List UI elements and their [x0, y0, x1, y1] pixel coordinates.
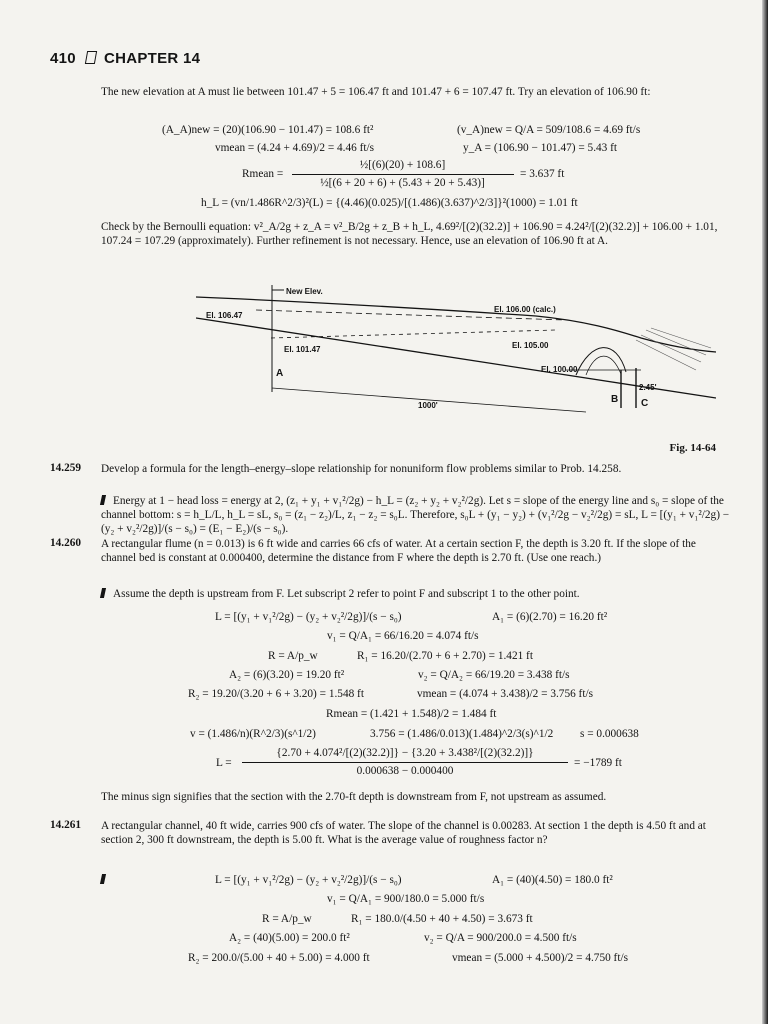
eq-261-length: L = [(y₁ + v₁²/2g) − (y₂ + v₂²/2g)]/(s − s₀) [215, 874, 402, 886]
lfrac-numerator: {2.70 + 4.074²/[(2)(32.2)]} − {3.20 + 3.438²/[(2)(32.2)]} [276, 747, 534, 759]
problem-number-14260: 14.260 [50, 537, 82, 549]
problem-14261-answer-marker [101, 873, 113, 887]
problem-14259-answer [101, 494, 731, 536]
problem-number-14259: 14.259 [50, 462, 82, 474]
problem-14260-conclusion: The minus sign signifies that the section with the 2.70-ft depth is downstream from F, not upstream as assumed. [101, 791, 607, 803]
eq-260-vmean: vmean = (4.074 + 3.438)/2 = 3.756 ft/s [417, 688, 593, 700]
box-icon [85, 51, 97, 64]
problem-number-14261: 14.261 [50, 819, 82, 831]
drop-curve-inner [586, 356, 621, 375]
eq-head-loss: h_L = (vn/1.486R^2/3)²(L) = {(4.46)(0.025)/[(1.486)(3.637)^2/3]}²(1000) = 1.01 ft [201, 197, 578, 209]
eq-261-v1: v₁ = Q/A₁ = 900/180.0 = 5.000 ft/s [327, 893, 485, 905]
hatch-lines [636, 328, 711, 370]
eq-260-length: L = [(y₁ + v₁²/2g) − (y₂ + v₂²/2g)]/(s − s₀) [215, 611, 402, 623]
answer-text: Energy at 1 − head loss = energy at 2, (z₁ + y₁ + v₁²/2g) − h_L = (z₂ + y₂ + v₂²/2g). Let s = slope of the energy line and s₀ = slope of the channel bottom: s = h_L/L, h_L = sL, s₀ = (z₁ − z₂)/L, z₁ − z₂ = s₀L. Therefore, s₀L + (y₁ − y₂) + (v₁²/2g − v₂²/2g) = sL, L = [(y₁ + v₁²/2g) − (y₂ + v₂²/2g)]/(s − s₀) = (E₁ − E₂)/(s − s₀). [101, 495, 730, 535]
eq-260-v2: v₂ = Q/A₂ = 66/19.20 = 3.438 ft/s [418, 669, 570, 681]
rmean-result: = 3.637 ft [520, 168, 565, 180]
eq-261-v2: v₂ = Q/A = 900/200.0 = 4.500 ft/s [424, 932, 577, 944]
lfrac-result: = −1789 ft [574, 757, 622, 769]
page-header [50, 50, 200, 67]
label-point-a: A [276, 368, 284, 379]
label-el-10600: El. 106.00 (calc.) [494, 305, 556, 314]
lfrac-lhs: L = [216, 757, 232, 769]
eq-260-r2: R₂ = 19.20/(3.20 + 6 + 3.20) = 1.548 ft [188, 688, 364, 700]
eq-260-a1: A₁ = (6)(2.70) = 16.20 ft² [492, 611, 608, 623]
eq-260-r-def: R = A/p_w [268, 650, 318, 662]
figure-caption: Fig. 14-64 [669, 442, 716, 454]
eq-260-manning-sub: 3.756 = (1.486/0.013)(1.484)^2/3(s)^1/2 [370, 728, 554, 740]
eq-depth-a: y_A = (106.90 − 101.47) = 5.43 ft [463, 142, 618, 154]
eq-260-v1: v₁ = Q/A₁ = 66/16.20 = 4.074 ft/s [327, 630, 479, 642]
page-number: 410 [50, 50, 76, 67]
rmean-lhs: Rmean = [242, 168, 284, 180]
label-point-c: C [641, 398, 649, 409]
eq-vmean: vmean = (4.24 + 4.69)/2 = 4.46 ft/s [215, 142, 375, 154]
dashed-elev-line-2 [271, 330, 556, 338]
lfrac-fraction-bar [242, 762, 568, 763]
problem-14260-answer-intro [101, 587, 580, 601]
problem-14261-question: A rectangular channel, 40 ft wide, carries 900 cfs of water. The slope of the channel is 0.00283. At section 1 the depth is 4.50 ft and at section 2, 300 ft downstream, the depth is 5.00 ft. What is the average value of roughness factor n? [101, 820, 706, 846]
eq-260-rmean: Rmean = (1.421 + 1.548)/2 = 1.484 ft [326, 708, 497, 720]
eq-261-a2: A₂ = (40)(5.00) = 200.0 ft² [229, 932, 350, 944]
eq-260-a2: A₂ = (6)(3.20) = 19.20 ft² [229, 669, 345, 681]
label-length: 1000' [418, 401, 438, 410]
label-new-elev: New Elev. [286, 287, 323, 296]
problem-14259-question: Develop a formula for the length–energy–slope relationship for nonuniform flow problems similar to Prob. 14.258. [101, 463, 622, 475]
intro-paragraph: The new elevation at A must lie between 101.47 + 5 = 106.47 ft and 101.47 + 6 = 107.47 ft. Try an elevation of 106.90 ft: [101, 86, 651, 98]
channel-profile-figure [196, 280, 716, 430]
label-el-10647: El. 106.47 [206, 311, 243, 320]
drop-curve [576, 348, 626, 375]
eq-260-slope: s = 0.000638 [580, 728, 639, 740]
rmean-fraction-bar [292, 174, 514, 175]
answer-text: Assume the depth is upstream from F. Let subscript 2 refer to point F and subscript 1 to the other point. [113, 588, 580, 600]
bernoulli-check-paragraph: Check by the Bernoulli equation: v²_A/2g + z_A = v²_B/2g + z_B + h_L, 4.69²/[(2)(32.2)] + 106.90 = 4.24²/[(2)(32.2)] + 106.00 + 1.01, 107.24 = 107.29 (approximately). Further refinement is not necessary. Hence, use an elevation of 106.90 ft at A. [101, 221, 718, 247]
problem-14260-question: A rectangular flume (n = 0.013) is 6 ft wide and carries 66 cfs of water. At a certain section F, the depth is 3.20 ft. If the slope of the channel bed is constant at 0.000400, determine the distance from F where the depth is 2.70 ft. (Use one reach.) [101, 538, 696, 564]
eq-261-r-def: R = A/p_w [262, 913, 312, 925]
label-el-10500: El. 105.00 [512, 341, 549, 350]
chapter-title: CHAPTER 14 [103, 50, 201, 67]
lfrac-denominator: 0.000638 − 0.000400 [356, 765, 454, 777]
channel-bottom-line [196, 318, 716, 398]
eq-velocity-new: (v_A)new = Q/A = 509/108.6 = 4.69 ft/s [457, 124, 641, 136]
label-depth: 2.45' [639, 383, 657, 392]
water-surface-line [196, 297, 716, 352]
label-el-10000: El. 100.00 [541, 365, 578, 374]
eq-area-new: (A_A)new = (20)(106.90 − 101.47) = 108.6 ft² [162, 124, 374, 136]
eq-261-vmean: vmean = (5.000 + 4.500)/2 = 4.750 ft/s [452, 952, 628, 964]
rmean-denominator: ½[(6 + 20 + 6) + (5.43 + 20 + 5.43)] [320, 177, 485, 189]
label-el-10147: El. 101.47 [284, 345, 321, 354]
eq-261-r1: R₁ = 180.0/(4.50 + 40 + 4.50) = 3.673 ft [351, 913, 533, 925]
rmean-numerator: ½[(6)(20) + 108.6] [359, 159, 446, 171]
eq-260-r1: R₁ = 16.20/(2.70 + 6 + 2.70) = 1.421 ft [357, 650, 533, 662]
eq-260-manning: v = (1.486/n)(R^2/3)(s^1/2) [190, 728, 316, 740]
answer-marker-icon [100, 874, 106, 884]
eq-261-r2: R₂ = 200.0/(5.00 + 40 + 5.00) = 4.000 ft [188, 952, 370, 964]
answer-marker-icon [100, 588, 106, 598]
page-edge-shadow [762, 0, 768, 1024]
eq-261-a1: A₁ = (40)(4.50) = 180.0 ft² [492, 874, 613, 886]
label-point-b: B [611, 394, 619, 405]
answer-marker-icon [100, 495, 106, 505]
